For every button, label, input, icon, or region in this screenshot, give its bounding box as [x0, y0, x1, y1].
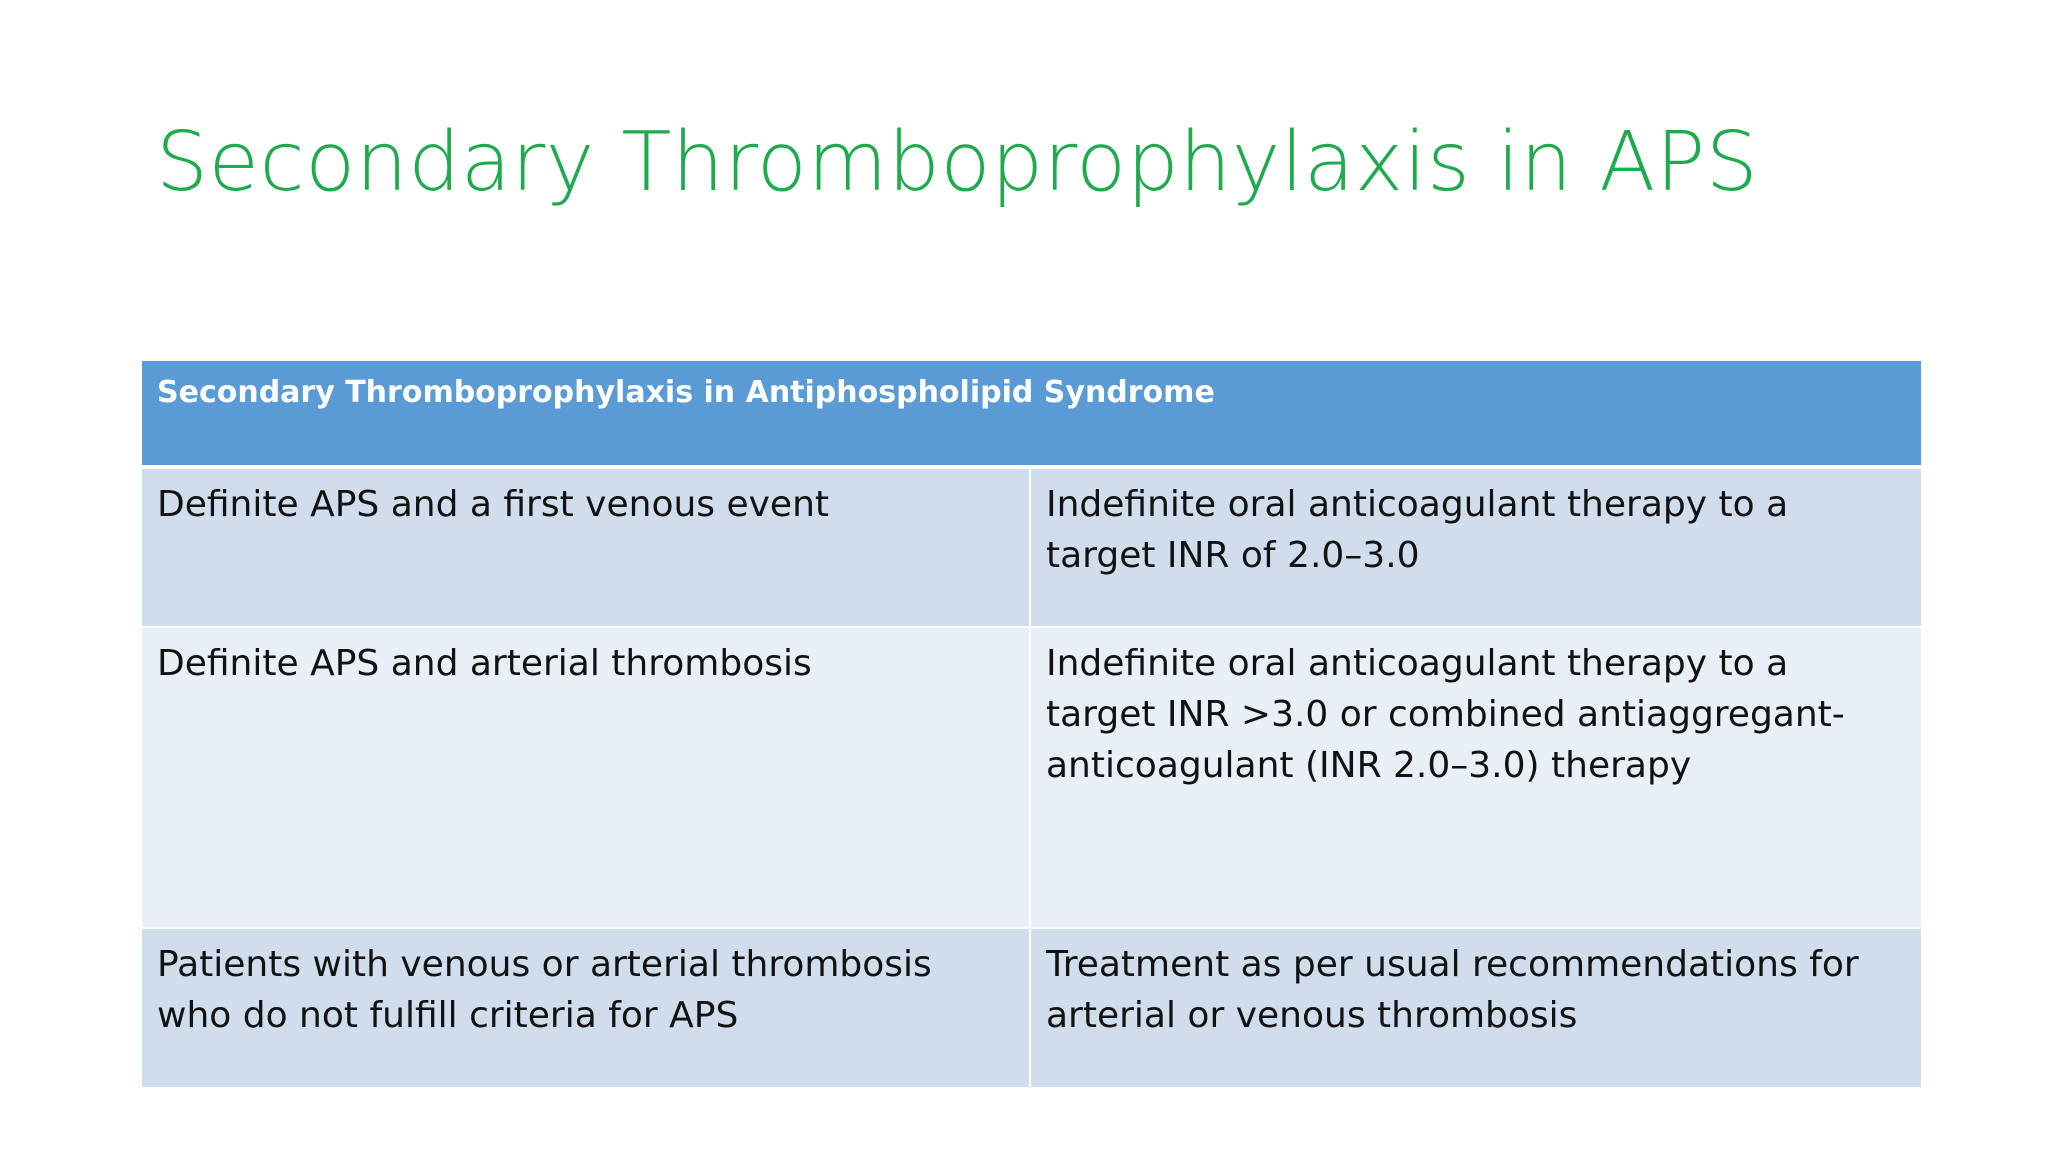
condition-cell: Patients with venous or arterial thrombosis who do not fulfill criteria for APS [142, 928, 1030, 1088]
condition-cell: Definite APS and arterial thrombosis [142, 627, 1030, 928]
table-row [142, 467, 1921, 627]
thromboprophylaxis-table [142, 361, 1921, 1089]
treatment-cell: Treatment as per usual recommendations for arterial or venous thrombosis [1030, 928, 1921, 1088]
condition-cell: Definite APS and a first venous event [142, 467, 1030, 627]
table-row [142, 928, 1921, 1088]
slide-title: Secondary Thromboprophylaxis in APS [156, 115, 1759, 210]
table-row [142, 627, 1921, 928]
treatment-cell: Indefinite oral anticoagulant therapy to a target INR of 2.0–3.0 [1030, 467, 1921, 627]
table-header: Secondary Thromboprophylaxis in Antiphospholipid Syndrome [142, 361, 1921, 467]
thromboprophylaxis-table-container [142, 361, 1921, 1089]
table-header-row [142, 361, 1921, 467]
treatment-cell: Indefinite oral anticoagulant therapy to a target INR >3.0 or combined antiaggregant-anticoagulant (INR 2.0–3.0) therapy [1030, 627, 1921, 928]
